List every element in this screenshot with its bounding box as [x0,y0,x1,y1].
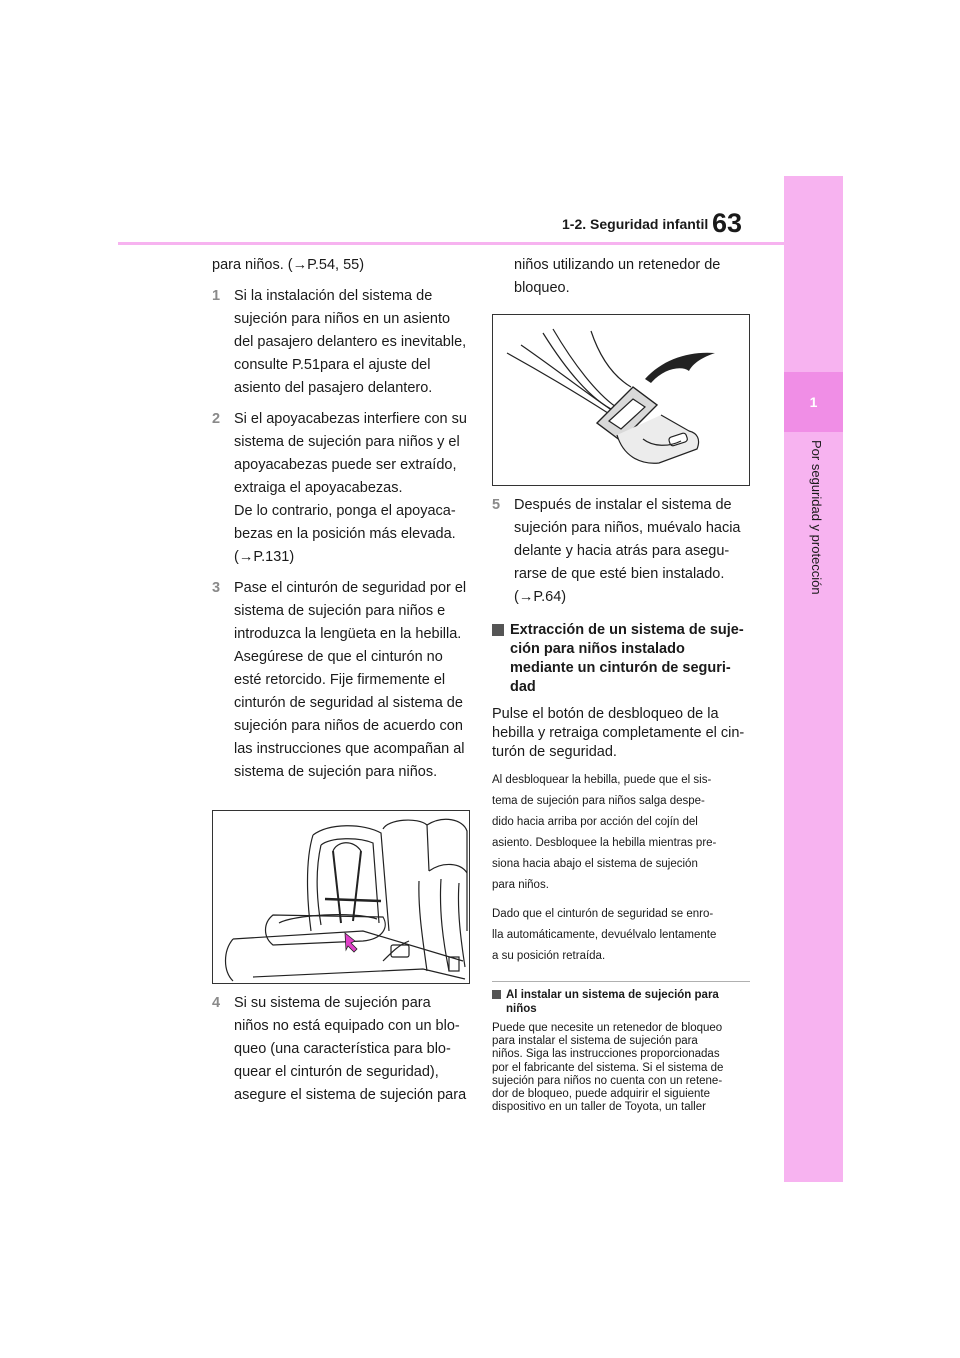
text-line: niños utilizando un retenedor de [514,257,721,273]
step-2 [212,408,468,569]
heading-line: ción para niños instalado [510,641,685,657]
step-line: De lo contrario, ponga el apoyaca- [234,503,456,519]
text-line: para instalar el sistema de sujeción para [492,1035,698,1048]
child-seat-illustration [212,810,470,984]
chapter-label: Por seguridad y protección [809,440,824,595]
step-line: cinturón de seguridad al sistema de [234,695,463,711]
text-line: por el fabricante del sistema. Si el sistema de [492,1061,724,1074]
text-line: sujeción para niños no cuenta con un retene- [492,1074,723,1087]
text-line: lla automáticamente, devuélvalo lentamente [492,929,717,941]
text-line: dispositivo en un taller de Toyota, un taller [492,1101,706,1114]
pink-pointer-arrow [345,933,357,952]
install-note-heading [492,988,750,1016]
section-title: 1-2. Seguridad infantil [562,216,709,232]
text-line: para niños. [492,879,549,891]
step-line: Si su sistema de sujeción para [234,995,431,1011]
note-square-bullet [492,990,501,999]
step-line: bezas en la posición más elevada. [234,526,456,542]
step-number: 4 [212,995,221,1011]
unlock-note [492,770,750,896]
step-line: sistema de sujeción para niños e [234,603,446,619]
text-line: Dado que el cinturón de seguridad se enro- [492,908,714,920]
step-line: apoyacabezas puede ser extraído, [234,457,457,473]
text-line: siona hacia abajo el sistema de sujeción [492,858,698,870]
heading-line: mediante un cinturón de seguri- [510,660,731,676]
text-line: Al desbloquear la hebilla, puede que el sis- [492,774,712,786]
heading-line: dad [510,679,536,695]
heading-square-bullet [492,624,504,636]
step-4 [212,992,468,1107]
chapter-number: 1 [809,394,818,410]
continuation-text [492,254,750,300]
step-line: rarse de que esté bien instalado. [514,566,725,582]
text-line: niños. Siga las instrucciones proporcionadas [492,1048,720,1061]
step-number: 2 [212,411,221,427]
step-line: sujeción para niños en un asiento [234,311,451,327]
chapter-side-tab [784,176,843,1182]
left-column [212,254,468,1107]
step-3 [212,577,468,784]
locking-clip-drawing [493,315,749,485]
step-line: asiento del pasajero delantero. [234,380,433,396]
step-line: extraiga el apoyacabezas. [234,480,403,496]
retract-note [492,904,750,967]
header-rule [118,242,784,245]
step-line: sistema de sujeción para niños. [234,764,438,780]
heading-line: Extracción de un sistema de suje- [510,622,744,638]
text-line: turón de seguridad. [492,744,617,760]
step-line: esté retorcido. Fije firmemente el [234,672,446,688]
heading-line: Al instalar un sistema de sujeción para [506,989,719,1001]
text-line: dido hacia arriba por acción del cojín del [492,816,698,828]
black-pointer-arrow [645,353,715,383]
text-line: dor de bloqueo, puede adquirir el siguiente [492,1088,711,1101]
step-line: Si la instalación del sistema de [234,288,433,304]
text-line: Pulse el botón de desbloqueo de la [492,706,719,722]
step-5 [492,494,750,609]
text-line: tema de sujeción para niños salga despe- [492,795,705,807]
step-line: sujeción para niños, muévalo hacia [514,520,741,536]
step-line: sistema de sujeción para niños y el [234,434,460,450]
text-line: hebilla y retraiga completamente el cin- [492,725,745,741]
step-line: delante y hacia atrás para asegu- [514,543,730,559]
step-line: (→P.131) [234,549,295,565]
heading-line: niños [506,1003,537,1015]
install-note-text [492,1022,750,1114]
step-line: sujeción para niños de acuerdo con [234,718,463,734]
step-line: Después de instalar el sistema de [514,497,732,513]
locking-clip-illustration [492,314,750,486]
step-number: 5 [492,497,501,513]
step-line: las instrucciones que acompañan al [234,741,465,757]
step-line: Si el apoyacabezas interfiere con su [234,411,467,427]
intro-text: para niños. (→P.54, 55) [212,257,365,273]
text-line: bloqueo. [514,280,570,296]
text-line: asiento. Desbloquee la hebilla mientras pre- [492,837,717,849]
step-number: 1 [212,288,221,304]
step-line: quear el cinturón de seguridad), [234,1064,439,1080]
section-divider [492,981,750,982]
step-line: niños no está equipado con un blo- [234,1018,460,1034]
text-line: a su posición retraída. [492,950,606,962]
right-column [492,254,750,1114]
step-line: Asegúrese de que el cinturón no [234,649,443,665]
step-number: 3 [212,580,221,596]
step-line: queo (una característica para blo- [234,1041,451,1057]
page-number: 63 [712,208,743,238]
step-line: asegure el sistema de sujeción para [234,1087,467,1103]
text-line: Puede que necesite un retenedor de bloqueo [492,1022,723,1034]
removal-heading [492,621,750,697]
step-1 [212,285,468,400]
step-line: introduzca la lengüeta en la hebilla. [234,626,462,642]
step-line: consulte P.51para el ajuste del [234,357,431,373]
step-line: (→P.64) [514,589,567,605]
child-seat-drawing [213,811,469,983]
step-line: Pase el cinturón de seguridad por el [234,580,467,596]
removal-paragraph [492,705,750,762]
step-line: del pasajero delantero es inevitable, [234,334,467,350]
